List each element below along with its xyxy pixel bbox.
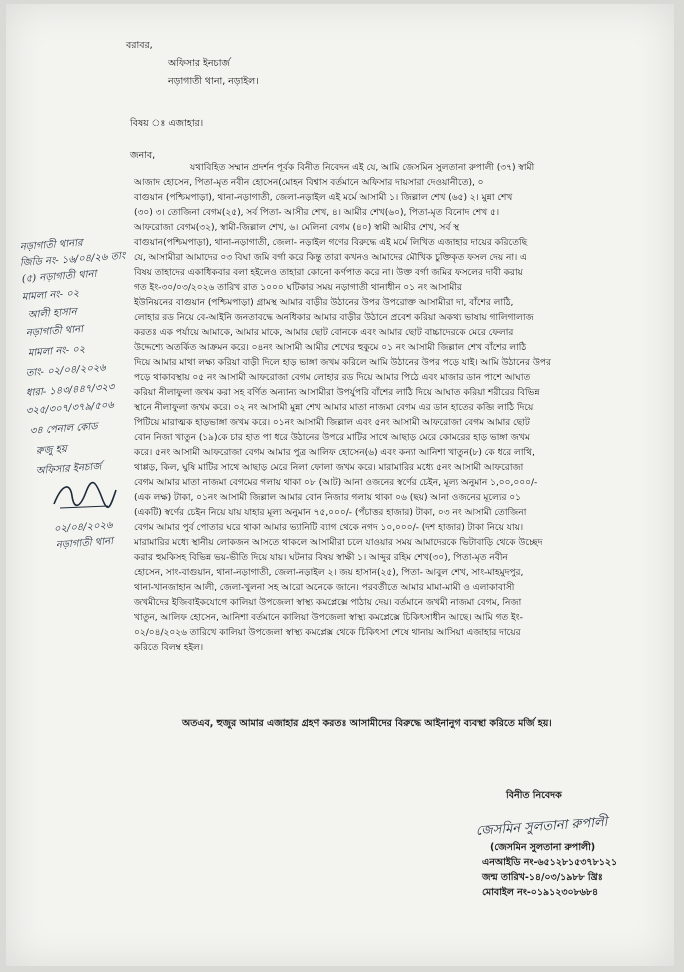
margin-note: জিডি নং- ১৬/০৪/২৬ তাং — [19, 250, 126, 269]
stamp-caption: নড়াগাতী থানা — [55, 536, 114, 551]
body-line: (এক লক্ষ) টাকা, ০১নং আসামী জিল্লাল আমার বোন নিজার গলায় থাকা ০৬ (ছয়) আনা ওজনের মূল্যের ০১ — [134, 492, 522, 503]
body-line: (৩০) ৩। তোজিনা বেগম(২৫), সর্ব পিতা- আসীর শেখ, ৪। আমীর শেখ(৬০), পিতা-মৃত বিনোদ শেখ ৫। — [134, 207, 500, 218]
signer-nid: এনআইডি নং-৬৫১২৮১৫৩৭৮১২১ — [482, 857, 618, 868]
margin-note: (৫) নড়াগাতী থানা — [21, 268, 97, 285]
margin-note: রুজু হয় — [35, 443, 68, 457]
margin-note: তাং- ০২/০৪/২০২৬ — [25, 362, 107, 379]
margin-note: ৩২৫/৩০৭/৩৭৯/৫০৬ — [25, 399, 115, 417]
body-line: দিয়ে আমার মাথা লক্ষ্য করিয়া বাড়ী দিলে হাড় ভাঙ্গা জখম করিলে আমি উঠানের উপর পড়ে যাই। আমি উঠানের উপর — [134, 357, 551, 368]
body-line: যে, আসামীরা আমাদের ০৩ বিঘা জমি বর্গা করে কিন্তু তারা কখনও আমাদের মৌখিক চুক্তিকৃত ফসল দেয় না। এ — [134, 252, 527, 263]
address-recipient: অফিসার ইনচার্জ — [168, 58, 230, 69]
signer-dob: জন্ম তারিখ-১৪/০৩/১৯৮৮ খ্রিঃ — [482, 872, 603, 883]
body-line: পিটিয়ে মারাত্মক হাড়ভাঙ্গা জখম করে। ০১নং আসামী জিল্লাল এবং ৫নং আসামী আফরোজা বেগম আমার ছোট — [134, 417, 530, 428]
body-line: বিষয় তাহাদের একাধিকবার বলা হইলেও তাহারা কোনো কর্ণপাত করে না। উক্ত বর্গা জমির ফসলের দাবী করায় — [134, 267, 523, 278]
body-line: যথাবিহিত সম্মান প্রদর্শন পূর্বক বিনীত নিবেদন এই যে, আমি জেসমিন সুলতানা রুপালী (৩৭) স্বামী — [190, 162, 535, 173]
body-line: পড়ে থাকাবস্থায় ০৫ নং আসামী আফরোজা বেগম লোহার রড দিয়ে আমার পিঠে এবং মাজার ডান পাশে আঘাত — [134, 372, 531, 383]
body-line: ইউনিয়নের বাগুয়ান (পশ্চিমপাড়া) গ্রামস্থ আমার বাড়ীর উঠানের উপর উপরোক্ত আসামীরা দা, বাঁশের লাঠি, — [134, 297, 514, 308]
body-line: করিয়া নীলাফুলা জখম করা সহ বর্ণিত অন্যান্য আসামীরা উপর্যুপরি বাঁশের লাঠি দিয়ে আঘাত করিয়া শরীরের বিভিন্ন — [134, 387, 540, 398]
body-line: জখমীদের ইজিবাইকযোগে কালিয়া উপজেলা স্বাস্থ্য কমপ্লেক্সে পাঠায় দেয়। বর্তমানে জখমী নাজমা বেগম, নিজা — [134, 597, 522, 608]
salutation: জনাব, — [130, 150, 156, 161]
body-line: বেগম আমার পুর্ব পোতার ঘরে থাকা আমার ভ্যানিটি ব্যাগ থেকে নগদ ১০,০০০/- (দশ হাজার) টাকা নিয়ে যায়। — [134, 522, 524, 533]
margin-note: নড়াগাতী থানা — [25, 324, 84, 339]
officer-initials-scribble — [50, 478, 120, 514]
subject-line: বিষয় ঃ এজাহার। — [130, 118, 204, 129]
address-station: নড়াগাতী থানা, নড়াইল। — [168, 76, 259, 87]
body-line: গত ইং-৩০/০৩/২০২৬ তারিখ রাত ১০০০ ঘটিকার সময় নড়াগাতী থানাধীন ০১ নং আসামীর — [134, 282, 462, 293]
body-line: আফরোজা বেগম(৩২), স্বামী-জিল্লাল শেখ, ৬। মেলিনা বেগম (৪০) স্বামী আমীর শেখ, সর্ব স্থ — [134, 222, 460, 233]
margin-note: ধারা- ১৪৩/৪৪৭/৩২৩ — [25, 381, 115, 399]
margin-note: মামলা নং- ০২ — [21, 288, 80, 303]
body-line: করে। ৫নং আসামী আফরোজা বেগম আমার পুত্র আলিফ হোসেন(৬) এবং কন্যা আনিশা খাতুন(৮) কে ধরে লাথি, — [134, 447, 535, 458]
body-line: বেগম আমার মাতা নাজমা বেগমের গলায় থাকা ০৮ (আট) আনা ওজনের স্বর্ণের চেইন, মূল্য অনুমান ১,০০,০০০/- — [134, 477, 538, 488]
body-line: (একটি) স্বর্ণের চেইন নিয়ে যায় যাহার মূল্য অনুমান ৭৫,০০০/- (পঁচাত্তর হাজার) টাকা, ০৩ নং আসামী তোজিনা — [134, 507, 527, 518]
body-line: থাপ্পড়, কিল, ঘুষি মাটির সাথে আছাড় মেরে নিলা ফোলা জখম করে। মারামারির মধ্যে ৫নং আসামী আফরোজা — [134, 462, 524, 473]
body-line: বোন নিজা খাতুন (১৯)কে চার হাত পা ধরে উঠানের উপরে মাটির সাথে আছাড় মেরে কোমরের হাড় ভাঙ্গা জখম — [134, 432, 530, 443]
body-line: লোহার রড নিয়ে বে-আইনি জনতাবদ্ধে অনধিকার আমার বাড়ীর উঠানে প্রবেশ করিয়া অকথ্য ভাষায় গালিগালাজ — [134, 312, 534, 323]
signer-mobile: মোবাইল নং-০১৯১২৩০৮৬৮৪ — [482, 887, 599, 898]
signer-name: (জেসমিন সুলতানা রুপালী) — [490, 842, 596, 853]
margin-note: মামলা নং- ০২ — [27, 344, 86, 359]
body-line: স্থানে নীলাফুলা জখম করে। ০২ নং আসামী মুন্না শেখ আমার মাতা নাজমা বেগম এর ডান হাতের কব্জি লাঠি দিয়ে — [134, 402, 534, 413]
body-line: করতঃ এক পর্যায়ে আমাকে, আমার মাকে, আমার ছোট বোনকে এবং আমার ছোট বাচ্চাদেরকে মেরে ফেলার — [134, 327, 514, 338]
body-line: বাগুয়ান (পশ্চিমপাড়া), থানা-নড়াগাতী, জেলা-নড়াইল এই মর্মে আসামী ১। জিল্লাল শেখ (৬৫) ২। মুন্না শেখ — [134, 192, 513, 203]
address-to: বরাবর, — [126, 40, 153, 51]
closing-request: অতএব, হুজুর আমার এজাহার গ্রহণ করতঃ আসামীদের বিরুদ্ধে আইনানুগ ব্যবস্থা করিতে মর্জি হয়। — [182, 718, 552, 729]
body-line: হোসেন, সাং-বাগুয়ান, থানা-নড়াগাতী, জেলা-নড়াইল ২। জয় হাসান(২৫), পিতা- আবুল শেখ, সাং-মাহমুদপুর, — [134, 567, 524, 578]
body-line: আজাদ হোসেন, পিতা-মৃত নবীন হোসেন(মোহন বিশ্বাস বর্তমানে অফিসার দায়সারা দেওয়ানীতে), ০ — [134, 177, 484, 188]
body-line: করার হুমকিসহ বিভিন্ন ভয়-ভীতি দিয়ে যায়। ঘটনার বিষয় স্বাক্ষী ১। আব্দুর রহিম শেখ(৩০), পিতা-মৃত নবীন — [134, 552, 508, 563]
complaint-letter-page — [6, 4, 674, 966]
margin-note: আলী হাসান — [27, 306, 77, 321]
handwritten-signature: জেসমিন সুলতানা রুপালী — [475, 814, 608, 839]
margin-note: ৩৪ পেনাল কোড — [29, 421, 98, 437]
body-line: থানা-খানজাহান আলী, জেলা-খুলনা সহ আরো অনেকে জানে। পরবর্তীতে আমার মামা-মামী ও এলাকাবাসী — [134, 582, 515, 593]
yours-faithfully: বিনীত নিবেদক — [506, 790, 562, 801]
body-line: খাতুন, আলিফ হোসেন, আনিশা বর্তমানে কালিয়া উপজেলা স্বাস্থ্য কমপ্লেক্সে চিকিৎসাধীন আছে। আমি গত ইং- — [134, 612, 523, 623]
stamp-date: ০২/০৪/২০২৬ — [53, 519, 113, 535]
body-line: বাগুয়ান(পশ্চিমপাড়া), থানা-নড়াগাতী, জেলা- নড়াইল গণের বিরুদ্ধে এই মর্মে লিখিত এজাহার দায়ের করিতেছি — [134, 237, 528, 248]
body-line: মারামারির মধ্যে স্থানীয় লোকজন আসতে থাকলে আসামীরা চলে যাওয়ার সময় আমাদেরকে ভিটাবাড়ি থেকে উচ্ছেদ — [134, 537, 543, 548]
margin-note: অফিসার ইনচার্জ — [35, 461, 102, 477]
body-line: ০২/০৪/২০২৬ তারিখে কালিয়া উপজেলা স্বাস্থ্য কমপ্লেক্স থেকে চিকিৎসা শেষে থানায় আসিয়া এজাহার দায়ের — [134, 627, 521, 638]
margin-note: নড়াগাতী থানার — [19, 237, 83, 253]
body-line: করিতে বিলম্ব হইল। — [134, 642, 204, 653]
body-line: উদ্দেশ্যে অতর্কিত আক্রমন করে। ০৪নং আসামী আমীর শেখের হুকুমে ০১ নং আসামী জিল্লাল শেখ বাঁশের লাঠি — [134, 342, 527, 353]
